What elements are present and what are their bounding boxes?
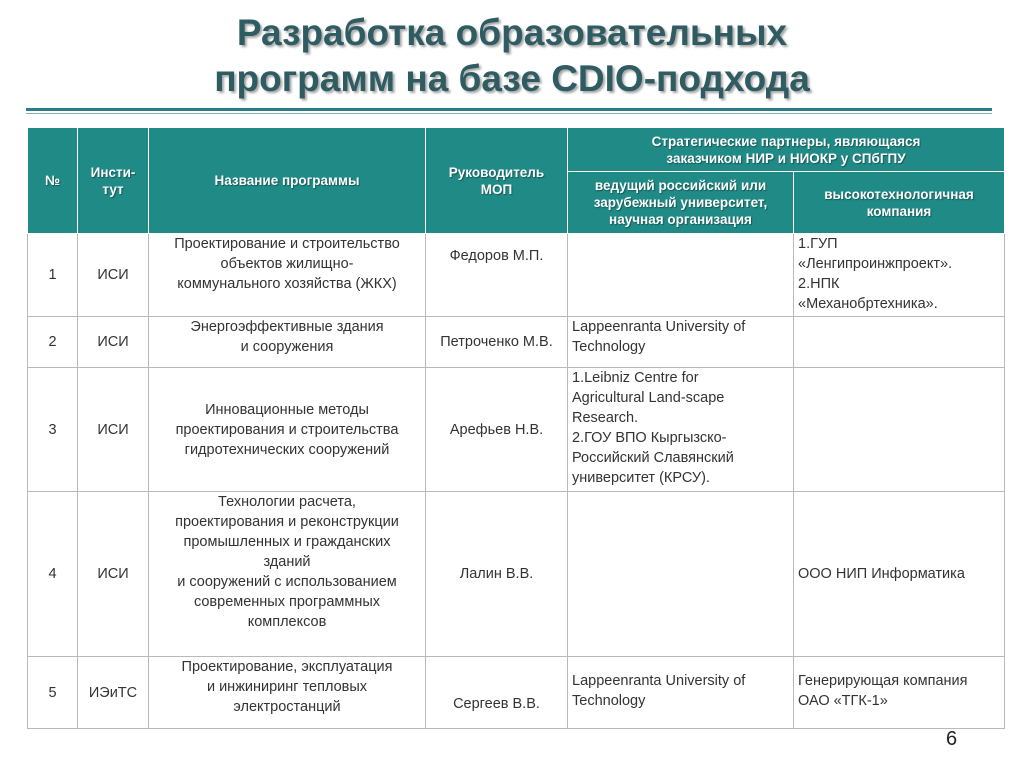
cell-university [568,368,794,492]
cell-company [794,317,1005,368]
header-partners-line: Стратегические партнеры, являющаяся [651,133,921,149]
university-line: университет (КРСУ). [572,470,710,486]
header-university-line: научная организация [609,212,752,227]
table-row [28,368,1005,492]
cell-program [149,492,426,657]
cell-institute: ИЭиТС [78,657,149,729]
cell-company [794,657,1005,729]
cell-program [149,234,426,317]
university-line: 2.ГОУ ВПО Кыргызско- [572,430,727,446]
slide-title-line: Разработка образовательных [236,12,788,53]
program-line: Энергоэффективные здания [190,319,384,335]
cell-institute: ИСИ [78,234,149,317]
cell-institute: ИСИ [78,317,149,368]
company-line: 1.ГУП [798,236,838,252]
cell-leader: Арефьев Н.В. [426,368,568,492]
university-line: Российский Славянский [572,450,734,466]
company-line: «Механобртехника». [798,296,938,312]
cell-university [568,657,794,729]
header-program: Название программы [149,128,426,234]
header-university-line: зарубежный университет, [593,195,768,210]
cell-institute: ИСИ [78,492,149,657]
header-company [794,172,1005,234]
company-line: ОАО «ТГК-1» [798,693,888,709]
company-line: «Ленгипроинжпроект». [798,256,953,272]
cell-num: 4 [28,492,78,657]
cell-leader: Сергеев В.В. [426,657,568,729]
table-row [28,234,1005,317]
cell-leader: Лалин В.В. [426,492,568,657]
header-partners [568,128,1005,172]
cell-num: 3 [28,368,78,492]
header-company-line: высокотехнологичная [824,186,974,202]
company-line: 2.НПК [798,276,840,292]
program-line: зданий [263,554,311,570]
table-row [28,317,1005,368]
table-row [28,492,1005,657]
header-leader-line: Руководитель [448,164,545,180]
cell-leader: Петроченко М.В. [426,317,568,368]
cell-program [149,317,426,368]
program-line: объектов жилищно- [220,256,354,272]
table-row [28,657,1005,729]
cell-num: 1 [28,234,78,317]
cell-program [149,368,426,492]
program-line: и сооружений с использованием [177,574,397,590]
cell-leader: Федоров М.П. [426,234,568,317]
university-line: Lappeenranta University of [572,673,746,689]
program-line: электростанций [233,699,341,715]
university-line: Agricultural Land-scape [572,390,725,406]
header-company-line: компания [866,203,932,219]
slide-title-line: программ на базе CDIO-подхода [214,58,810,99]
cell-university [568,492,794,657]
header-university-line: ведущий российский или [594,178,767,193]
university-line: Technology [572,339,646,355]
company-line: ООО НИП Информатика [798,566,965,582]
company-line: Генерирующая компания [798,673,968,689]
program-line: проектирования и строительства [175,421,399,438]
program-line: Проектирование, эксплуатация [181,659,393,675]
header-institute-line: тут [102,181,124,197]
cell-institute: ИСИ [78,368,149,492]
university-line: Research. [572,410,639,426]
cell-num: 2 [28,317,78,368]
header-university [568,172,794,234]
university-line: 1.Leibniz Centre for [572,370,699,386]
header-partners-line: заказчиком НИР и НИОКР у СПбГПУ [666,150,906,166]
cell-num: 5 [28,657,78,729]
cell-university [568,234,794,317]
cell-company [794,492,1005,657]
program-line: промышленных и гражданских [183,534,391,550]
university-line: Lappeenranta University of [572,319,746,335]
cell-program [149,657,426,729]
program-line: Технологии расчета, [218,494,356,510]
title-divider-thin [26,113,992,114]
header-leader [426,128,568,234]
program-line: коммунального хозяйства (ЖКХ) [177,276,397,292]
program-line: гидротехнических сооружений [184,441,390,458]
program-line: современных программных [193,594,381,610]
cell-company [794,368,1005,492]
header-institute [78,128,149,234]
programs-table [27,127,1005,729]
program-line: проектирования и реконструкции [175,514,399,530]
title-divider [26,108,992,111]
cell-university [568,317,794,368]
cell-company [794,234,1005,317]
header-institute-line: Инсти- [90,164,136,180]
program-line: Инновационные методы [205,401,369,418]
program-line: и инжиниринг тепловых [206,679,368,695]
header-num: № [28,128,78,234]
page-number: 6 [946,728,958,750]
program-line: комплексов [247,614,327,630]
program-line: Проектирование и строительство [174,236,400,252]
header-leader-line: МОП [480,181,513,197]
program-line: и сооружения [240,339,334,355]
slide-title [0,10,1024,102]
university-line: Technology [572,693,646,709]
